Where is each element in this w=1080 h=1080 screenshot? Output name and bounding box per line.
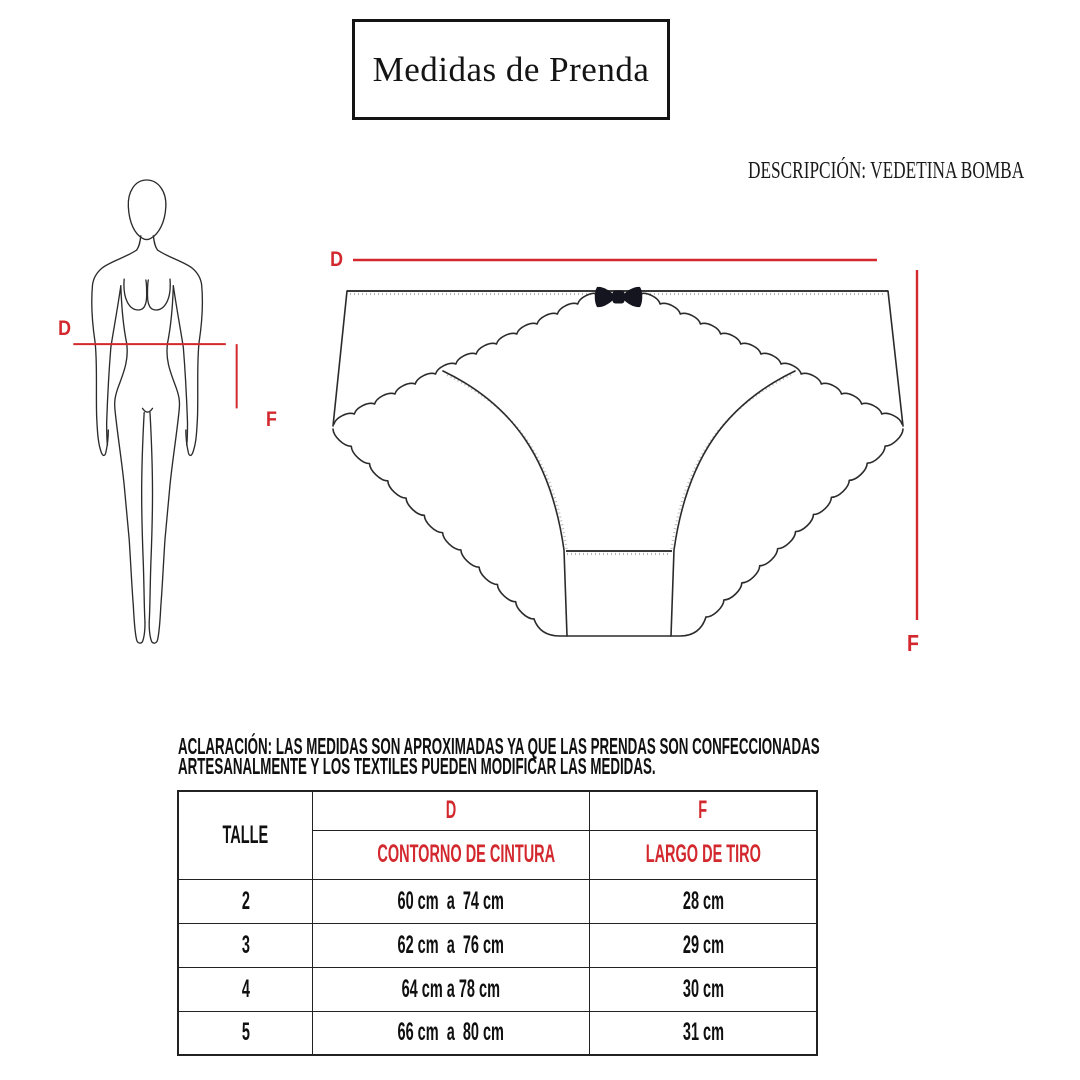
table-cell xyxy=(590,923,818,967)
right-crotch-stipple xyxy=(671,375,791,552)
left-crotch-stipple xyxy=(447,375,567,552)
table-cell xyxy=(590,1011,818,1055)
size-value: 3 xyxy=(241,930,250,959)
table-cell xyxy=(313,967,590,1011)
rise-column-header: LARGO DE TIRO xyxy=(645,840,761,868)
note-line-2: ARTESANALMENTE Y LOS TEXTILES PUEDEN MODIFICAR LAS MEDIDAS. xyxy=(178,752,656,779)
table-cell xyxy=(590,791,818,830)
table-cell xyxy=(313,923,590,967)
torso-right-leg-outline xyxy=(149,286,179,643)
table-cell xyxy=(590,967,818,1011)
garment-measure-marks xyxy=(353,260,917,620)
table-cell xyxy=(313,830,590,879)
table-cell xyxy=(178,879,313,923)
figure-d-label: D xyxy=(58,317,72,340)
figure-f-label: F xyxy=(265,408,277,431)
waist-value: 64 cm a 78 cm xyxy=(401,974,501,1003)
waist-value: 62 cm a 76 cm xyxy=(397,930,505,959)
left-leg-ruffle-trim xyxy=(334,293,598,424)
figure-measure-marks xyxy=(73,344,236,408)
size-value: 2 xyxy=(241,886,250,915)
head-outline xyxy=(128,180,166,240)
waist-value: 60 cm a 74 cm xyxy=(397,886,505,915)
table-cell xyxy=(178,923,313,967)
waist-value: 66 cm a 80 cm xyxy=(397,1018,505,1047)
right-side-seam xyxy=(888,291,903,426)
garment-d-label: D xyxy=(330,248,344,271)
table-row xyxy=(178,1011,817,1055)
body-outline xyxy=(92,180,203,643)
page-title: Medidas de Prenda xyxy=(372,49,650,89)
table-cell xyxy=(178,791,313,879)
breast-right-line xyxy=(148,279,171,310)
table-cell xyxy=(590,830,818,879)
waist-column-header: CONTORNO DE CINTURA xyxy=(377,840,556,868)
garment-outline xyxy=(333,291,903,636)
gusset-bottom-edge xyxy=(534,617,706,636)
note-line-1: ACLARACIÓN: LAS MEDIDAS SON APROXIMADAS YA QUE LAS PRENDAS SON CONFECCIONADAS xyxy=(178,733,820,759)
right-arm-outline xyxy=(158,250,203,455)
rise-value: 30 cm xyxy=(682,974,724,1003)
size-value: 5 xyxy=(241,1018,250,1047)
rise-value: 29 cm xyxy=(682,930,724,959)
left-side-seam xyxy=(333,291,347,426)
body-figure-illustration xyxy=(50,120,300,700)
size-column-header: TALLE xyxy=(222,820,269,849)
table-cell xyxy=(178,967,313,1011)
bow-icon xyxy=(595,287,643,307)
title-box xyxy=(352,19,670,120)
right-leg-ruffle-edge xyxy=(706,429,903,617)
table-d-letter: D xyxy=(445,796,457,825)
disclaimer-note xyxy=(178,733,1080,779)
breast-left-line xyxy=(124,279,147,310)
rise-value: 28 cm xyxy=(682,886,724,915)
left-leg-ruffle-edge xyxy=(333,429,534,619)
size-table xyxy=(177,790,818,1056)
garment-f-label: F xyxy=(907,630,920,656)
torso-left-leg-outline xyxy=(115,286,145,643)
table-cell xyxy=(313,879,590,923)
garment-illustration xyxy=(315,235,940,660)
table-f-letter: F xyxy=(698,796,708,825)
table-cell xyxy=(313,791,590,830)
table-cell xyxy=(178,1011,313,1055)
right-leg-ruffle-trim xyxy=(640,293,902,424)
rise-value: 31 cm xyxy=(682,1018,724,1047)
description-text: DESCRIPCIÓN: VEDETINA BOMBA xyxy=(748,158,1025,184)
left-arm-outline xyxy=(92,250,137,455)
table-row xyxy=(178,923,817,967)
table-row xyxy=(178,879,817,923)
size-value: 4 xyxy=(241,974,250,1003)
table-cell xyxy=(590,879,818,923)
table-cell xyxy=(313,1011,590,1055)
table-row xyxy=(178,967,817,1011)
